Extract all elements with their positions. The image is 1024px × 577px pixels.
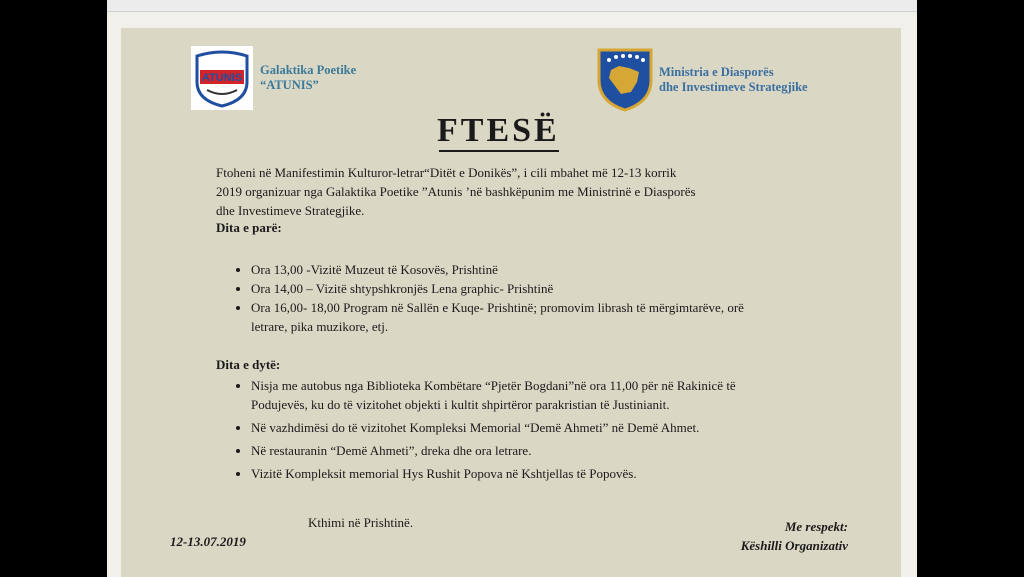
- atunis-logo-icon: [191, 46, 253, 110]
- list-item: • Në restauranin “Demë Ahmeti”, dreka dhe ora letrare.: [251, 441, 791, 460]
- atunis-logo-text: ATUNIS: [201, 72, 243, 84]
- left-org-line2: “ATUNIS”: [260, 78, 319, 92]
- intro-line: 2019 organizuar nga Galaktika Poetike ”Atunis ’në bashkëpunim me Ministrinë e Diasporës: [216, 184, 696, 199]
- title-underline: [439, 150, 559, 152]
- left-org-line1: Galaktika Poetike: [260, 63, 357, 77]
- list-item: • Nisja me autobus nga Biblioteka Kombëtare “Pjetër Bogdani”në ora 11,00 për në Rakinicë të Podujevës, ku do të vizitohet objekti i kultit shpirtëror parakristian të Justinianit.: [251, 376, 791, 414]
- closing-line2: Këshilli Organizativ: [740, 538, 848, 553]
- list-item: • Në vazhdimësi do të vizitohet Kompleksi Memorial “Demë Ahmeti” në Demë Ahmet.: [251, 418, 791, 437]
- list-item: • Vizitë Kompleksit memorial Hys Rushit Popova në Kshtjellas të Popovës.: [251, 464, 791, 483]
- intro-paragraph: [216, 163, 816, 220]
- list-item: • Ora 14,00 – Vizitë shtypshkronjës Lena graphic- Prishtinë: [251, 279, 791, 298]
- closing-signature: [741, 517, 848, 555]
- left-org-name: [260, 63, 356, 93]
- list-item: • Ora 13,00 -Vizitë Muzeut të Kosovës, Prishtinë: [251, 260, 791, 279]
- day1-list: [231, 260, 791, 336]
- event-date: 12-13.07.2019: [170, 534, 246, 549]
- invitation-document: [121, 28, 901, 577]
- right-org-line2: dhe Investimeve Strategjike: [659, 80, 808, 94]
- closing-line1: Me respekt:: [784, 519, 848, 534]
- return-line: Kthimi në Prishtinë.: [308, 515, 414, 530]
- right-org-name: [659, 65, 808, 95]
- right-org-line1: Ministria e Diasporës: [659, 65, 774, 79]
- kosovo-emblem-icon: [595, 46, 655, 112]
- day2-list: [231, 376, 791, 483]
- intro-line: dhe Investimeve Strategjike.: [216, 203, 365, 218]
- list-item: • Ora 16,00- 18,00 Program në Sallën e Kuqe- Prishtinë; promovim librash të mërgimtarëve, orë letrare, pika muzikore, etj.: [251, 298, 761, 336]
- day1-heading: Dita e parë:: [216, 220, 282, 235]
- document-title: FTESË: [437, 112, 560, 149]
- top-strip: [107, 0, 917, 12]
- intro-line: Ftoheni në Manifestimin Kulturor-letrar“Ditët e Donikës”, i cili mbahet më 12-13 korrik: [216, 165, 677, 180]
- day2-heading: Dita e dytë:: [216, 357, 281, 372]
